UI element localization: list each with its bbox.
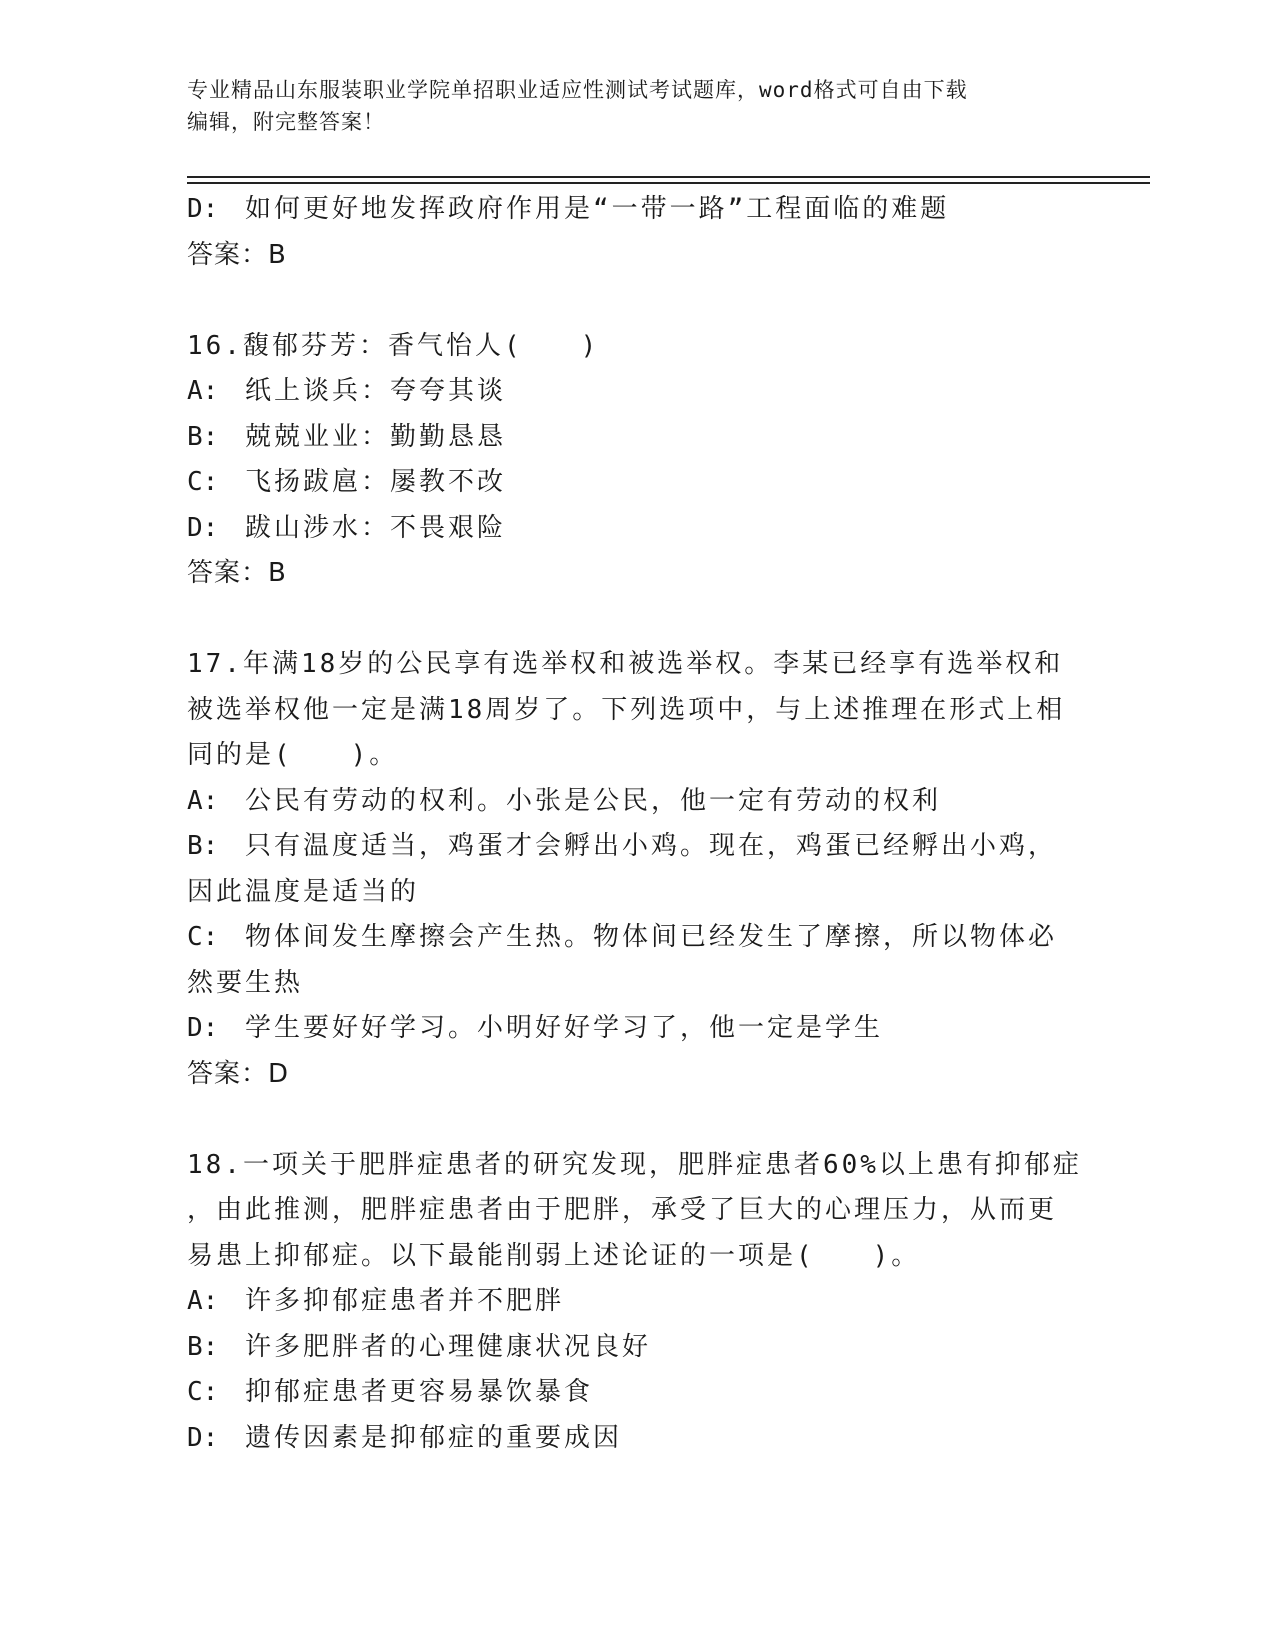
option-text: 飞扬跋扈：屡教不改 xyxy=(245,467,507,497)
option-a xyxy=(187,779,1087,825)
document-header xyxy=(187,74,1087,138)
answer-line: 答案：B xyxy=(187,239,287,270)
option-text: 许多肥胖者的心理健康状况良好 xyxy=(245,1331,652,1362)
option-text: 许多抑郁症患者并不肥胖 xyxy=(245,1286,565,1316)
option-label: D: xyxy=(187,1422,219,1453)
option-d xyxy=(187,506,1087,552)
option-c xyxy=(187,1370,1087,1416)
option-text: 跋山涉水：不畏艰险 xyxy=(245,512,507,543)
option-text: 物体间发生摩擦会产生热。物体间已经发生了摩擦，所以物体必 xyxy=(245,922,1058,952)
option-label: C: xyxy=(187,1377,219,1407)
option-text: 公民有劳动的权利。小张是公民，他一定有劳动的权利 xyxy=(245,785,942,816)
spacer xyxy=(187,1097,1087,1143)
header-line-1: 专业精品山东服装职业学院单招职业适应性测试考试题库，word格式可自由下载 xyxy=(187,78,968,102)
option-text: 学生要好好学习。小明好好学习了，他一定是学生 xyxy=(245,1013,884,1043)
option-c xyxy=(187,915,1087,961)
option-a xyxy=(187,1279,1087,1325)
answer-line: 答案：B xyxy=(187,558,287,588)
question-18-stem-line-1: 18.一项关于肥胖症患者的研究发现，肥胖症患者60%以上患有抑郁症 xyxy=(187,1149,1082,1180)
option-c-continuation: 然要生热 xyxy=(187,967,304,998)
option-a xyxy=(187,369,1087,415)
spacer xyxy=(187,597,1087,643)
option-c xyxy=(187,460,1087,506)
option-b xyxy=(187,824,1087,870)
option-label: B: xyxy=(187,421,219,452)
option-text: 遗传因素是抑郁症的重要成因 xyxy=(245,1422,623,1453)
question-17-stem-line-3: 同的是( )。 xyxy=(187,740,399,770)
option-text: 兢兢业业：勤勤恳恳 xyxy=(245,421,507,452)
question-17-stem-line-2: 被选举权他一定是满18周岁了。下列选项中，与上述推理在形式上相 xyxy=(187,694,1066,725)
option-b xyxy=(187,1325,1087,1371)
option-text: 抑郁症患者更容易暴饮暴食 xyxy=(245,1377,594,1407)
header-rule-top xyxy=(187,176,1150,178)
option-label: D: xyxy=(187,194,219,224)
question-content xyxy=(187,187,1087,1461)
header-rule-bottom xyxy=(187,182,1150,184)
option-label: C: xyxy=(187,922,219,952)
option-text: 如何更好地发挥政府作用是“一带一路”工程面临的难题 xyxy=(245,194,950,224)
answer-line: 答案：D xyxy=(187,1058,290,1089)
option-label: A: xyxy=(187,376,219,406)
option-b-continuation: 因此温度是适当的 xyxy=(187,876,420,907)
option-label: C: xyxy=(187,467,219,497)
option-label: D: xyxy=(187,512,219,543)
option-label: A: xyxy=(187,1286,219,1316)
option-label: A: xyxy=(187,785,219,816)
header-line-2: 编辑，附完整答案！ xyxy=(187,110,385,134)
option-label: D: xyxy=(187,1013,219,1043)
option-d xyxy=(187,1416,1087,1462)
question-17-stem-line-1: 17.年满18岁的公民享有选举权和被选举权。李某已经享有选举权和 xyxy=(187,649,1064,679)
option-label: B: xyxy=(187,831,219,861)
question-16-stem: 16.馥郁芬芳：香气怡人( ) xyxy=(187,330,600,361)
question-18-stem-line-2: ，由此推测，肥胖症患者由于肥胖，承受了巨大的心理压力，从而更 xyxy=(187,1195,1058,1225)
question-18-stem-line-3: 易患上抑郁症。以下最能削弱上述论证的一项是( )。 xyxy=(187,1240,921,1271)
option-d xyxy=(187,187,1087,233)
spacer xyxy=(187,278,1087,324)
option-text: 只有温度适当，鸡蛋才会孵出小鸡。现在，鸡蛋已经孵出小鸡， xyxy=(245,831,1058,861)
option-label: B: xyxy=(187,1331,219,1362)
option-b xyxy=(187,415,1087,461)
option-d xyxy=(187,1006,1087,1052)
option-text: 纸上谈兵：夸夸其谈 xyxy=(245,376,507,406)
